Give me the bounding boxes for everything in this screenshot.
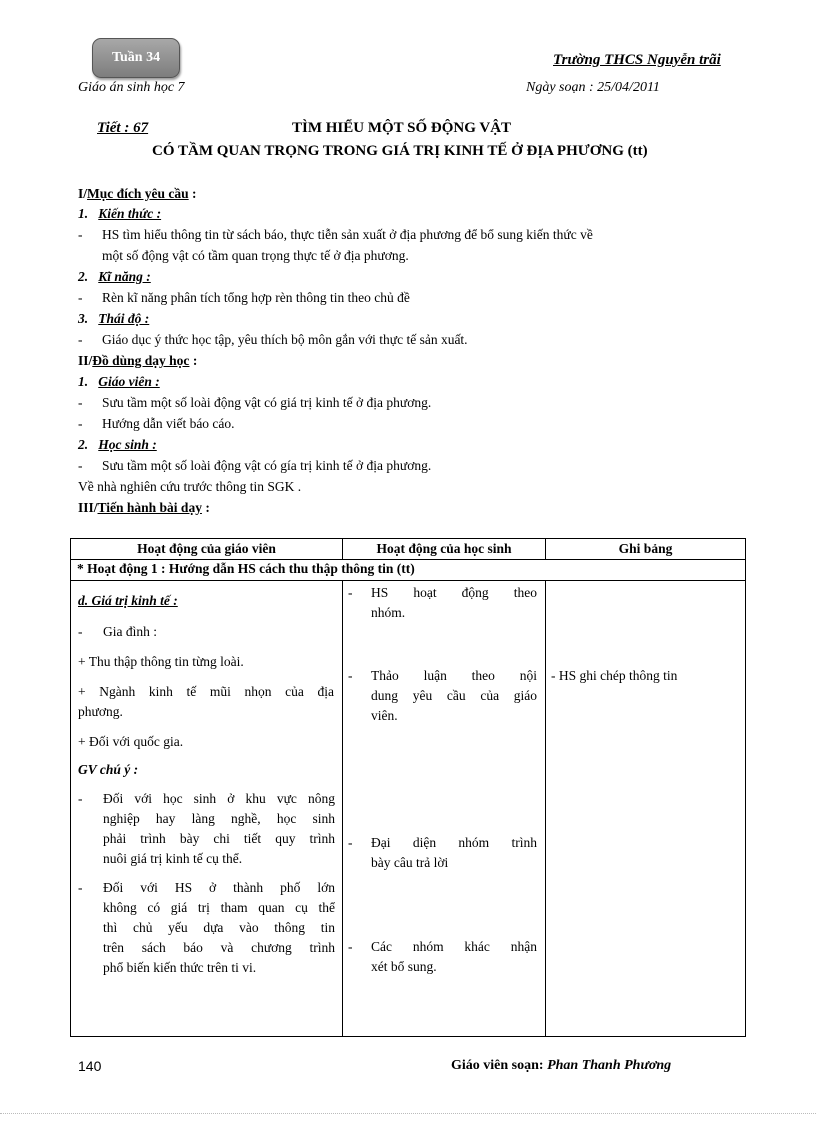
dash-marker: - — [78, 416, 83, 431]
activity-row — [71, 560, 746, 581]
dash-marker: - — [348, 668, 353, 683]
rural-text-2: nghiệp hay làng nghề, học sinh — [103, 811, 335, 826]
dash-marker: - — [78, 880, 83, 895]
footer-author: Giáo viên soạn: Phan Thanh Phương — [451, 1058, 672, 1073]
content-row — [71, 581, 746, 1037]
dash-marker: - — [78, 624, 83, 639]
comment-text-2: xét bổ sung. — [371, 959, 437, 974]
comment-text-1: Các nhóm khác nhận — [371, 939, 537, 954]
subject-label: Giáo án sinh học 7 — [78, 80, 185, 95]
skills-text: Rèn kĩ năng phân tích tổng hợp rèn thông tin theo chủ đề — [102, 290, 410, 305]
teacher-cell — [71, 581, 343, 1037]
table-header-row — [71, 539, 746, 560]
student-text-1: Sưu tầm một số loài động vật có gía trị kinh tế ở địa phương. — [102, 458, 432, 473]
city-text-2: không có giá trị tham quan cụ thể — [103, 900, 335, 915]
knowledge-text-1: HS tìm hiểu thông tin từ sách báo, thực tiễn sản xuất ở địa phương để bổ sung kiến thức về — [102, 227, 593, 242]
rural-text-4: nuôi giá trị kinh tế cụ thể. — [103, 851, 243, 866]
group-text-2: nhóm. — [371, 605, 406, 620]
teacher-text-1: Sưu tầm một số loài động vật có giá trị kinh tế ở địa phương. — [102, 395, 432, 410]
lesson-table — [70, 538, 746, 1037]
industry-text-2: phương. — [78, 704, 123, 719]
dash-marker: - — [78, 227, 83, 242]
knowledge-heading: 1. Kiến thức : — [78, 206, 162, 221]
lesson-title-line1: TÌM HIỂU MỘT SỐ ĐỘNG VẬT — [292, 120, 512, 136]
dash-marker: - — [348, 835, 353, 850]
present-text-1: Đại diện nhóm trình — [371, 835, 537, 850]
student-heading: 2. Học sinh : — [78, 437, 157, 452]
dash-marker: - — [78, 332, 83, 347]
teacher-heading: 1. Giáo viên : — [78, 374, 160, 389]
family-text: Gia đình : — [103, 624, 157, 639]
board-cell — [546, 581, 746, 1037]
city-text-3: thì chủ yếu dựa vào thông tin — [103, 920, 335, 935]
city-text-5: phổ biến kiến thức trên ti vi. — [103, 960, 257, 975]
rural-text-1: Đối với học sinh ở khu vực nông — [103, 791, 335, 806]
rural-text-3: phải trình bày chi tiết quy trình — [103, 831, 335, 846]
section3-heading: III/Tiến hành bài dạy : — [78, 500, 210, 515]
footer-divider — [0, 1113, 816, 1114]
col-header-student: Hoạt động của học sinh — [343, 539, 546, 560]
dash-marker: - — [78, 290, 83, 305]
industry-text-1: + Ngành kinh tế mũi nhọn của địa — [78, 684, 334, 699]
col-header-teacher: Hoạt động của giáo viên — [71, 539, 343, 560]
group-text-1: HS hoạt động theo — [371, 585, 537, 600]
present-text-2: bày câu trả lời — [371, 855, 449, 870]
city-text-4: trên sách báo và chương trình — [103, 940, 335, 955]
col-header-board: Ghi bảng — [546, 539, 746, 560]
economic-value-heading: d. Giá trị kinh tế : — [78, 593, 178, 608]
discuss-text-1: Thảo luận theo nội — [371, 668, 537, 683]
section1-heading: I/Mục đích yêu cầu : — [78, 186, 197, 201]
knowledge-text-2: một số động vật có tầm quan trọng thực tế ở địa phương. — [102, 248, 409, 263]
activity-title-cell — [71, 560, 746, 581]
dash-marker: - — [78, 395, 83, 410]
page-number: 140 — [78, 1058, 102, 1074]
week-badge: Tuần 34 — [92, 38, 180, 78]
attitude-heading: 3. Thái độ : — [78, 311, 150, 326]
city-text-1: Đối với HS ở thành phố lớn — [103, 880, 335, 895]
date-label: Ngày soạn : 25/04/2011 — [526, 80, 660, 95]
dash-marker: - — [348, 585, 353, 600]
board-note: - HS ghi chép thông tin — [551, 668, 678, 683]
teacher-text-2: Hướng dẫn viết báo cáo. — [102, 416, 235, 431]
section2-heading: II/Đồ dùng dạy học : — [78, 353, 198, 368]
period-label: Tiết : 67 — [97, 120, 149, 136]
dash-marker: - — [348, 939, 353, 954]
dash-marker: - — [78, 791, 83, 806]
dash-marker: - — [78, 458, 83, 473]
student-cell — [343, 581, 546, 1037]
student-text-2: Về nhà nghiên cứu trước thông tin SGK . — [78, 479, 302, 494]
nation-text: + Đối với quốc gia. — [78, 734, 184, 749]
school-name: Trường THCS Nguyễn trãi — [553, 52, 721, 68]
collect-text: + Thu thập thông tin từng loài. — [78, 654, 244, 669]
discuss-text-3: viên. — [371, 708, 398, 723]
lesson-title-line2: CÓ TẦM QUAN TRỌNG TRONG GIÁ TRỊ KINH TẾ Ở ĐỊA PHƯƠNG (tt) — [152, 143, 648, 159]
teacher-note-label: GV chú ý : — [78, 762, 139, 777]
discuss-text-2: dung yêu cầu của giáo — [371, 688, 537, 703]
activity-title: * Hoạt động 1 : Hướng dẫn HS cách thu thập thông tin (tt) — [77, 561, 415, 576]
attitude-text: Giáo dục ý thức học tập, yêu thích bộ môn gắn với thực tế sản xuất. — [102, 332, 468, 347]
skills-heading: 2. Kĩ năng : — [78, 269, 151, 284]
